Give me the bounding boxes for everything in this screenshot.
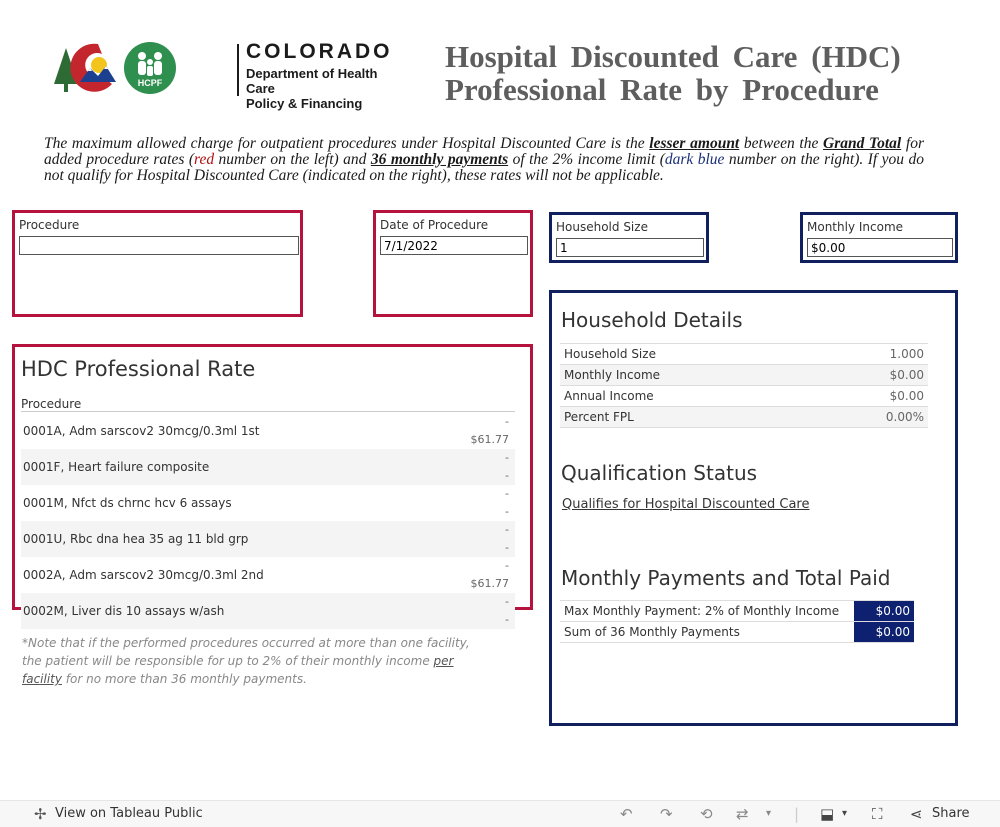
intro-blue-word: dark blue <box>664 151 725 168</box>
procedure-search-input[interactable] <box>19 236 299 255</box>
fullscreen-icon[interactable]: ⛶ <box>872 805 883 823</box>
facility-footnote <box>22 634 492 688</box>
footnote-part1: *Note that if the performed procedures occurred at more than one facility, the patient will be responsible for up to 2% of their monthly income <box>22 636 470 668</box>
intro-part: for added procedure rates ( <box>44 135 924 168</box>
table-row[interactable] <box>21 557 515 593</box>
detail-row <box>560 364 928 385</box>
payment-value: $0.00 <box>854 601 914 621</box>
view-on-tableau-link[interactable]: View on Tableau Public <box>55 806 203 821</box>
procedure-value-1: - <box>505 451 509 464</box>
detail-value: 0.00% <box>885 410 924 424</box>
detail-label: Monthly Income <box>564 368 661 382</box>
colorado-c-mountain-icon <box>54 40 120 96</box>
intro-part: The maximum allowed charge for outpatient procedures under Hospital Discounted Care is the <box>44 135 650 152</box>
toolbar-separator: | <box>794 805 800 823</box>
dept-line1: Department of Health Care <box>246 66 378 96</box>
intro-part: number on the left) and <box>214 151 371 168</box>
detail-value: $0.00 <box>889 389 924 403</box>
footnote-part2: for no more than 36 monthly payments. <box>61 672 307 686</box>
table-row[interactable] <box>21 413 515 449</box>
procedure-value-2: - <box>505 469 509 482</box>
procedure-value-1: - <box>505 595 509 608</box>
payments-title: Monthly Payments and Total Paid <box>561 566 891 590</box>
date-filter-card <box>373 210 533 317</box>
procedure-name: 0001A, Adm sarscov2 30mcg/0.3ml 1st <box>23 424 260 438</box>
download-icon[interactable]: ⬓ <box>820 805 835 823</box>
procedure-value-1: - <box>505 487 509 500</box>
download-dropdown-icon[interactable]: ▾ <box>842 808 848 819</box>
detail-row <box>560 343 928 364</box>
page-title <box>445 40 925 106</box>
logo-department <box>246 66 384 111</box>
table-row[interactable] <box>21 521 515 557</box>
procedure-value-2: - <box>505 541 509 554</box>
household-details-title: Household Details <box>561 308 743 332</box>
table-row[interactable] <box>21 449 515 485</box>
intro-part: of the 2% income limit ( <box>508 151 665 168</box>
payment-value: $0.00 <box>854 622 914 642</box>
payment-row <box>560 621 914 643</box>
procedure-name: 0001M, Nfct ds chrnc hcv 6 assays <box>23 496 232 510</box>
payments-table <box>560 600 914 643</box>
logo-divider <box>237 44 239 96</box>
procedure-name: 0002M, Liver dis 10 assays w/ash <box>23 604 225 618</box>
hdc-header-rule <box>21 411 515 412</box>
monthly-income-card <box>800 212 958 263</box>
tableau-toolbar <box>0 800 1000 827</box>
detail-label: Household Size <box>564 347 656 361</box>
detail-value: 1.000 <box>889 347 924 361</box>
intro-red-word: red <box>193 151 215 168</box>
detail-label: Annual Income <box>564 389 654 403</box>
procedure-value-1: - <box>505 523 509 536</box>
hcpf-badge-icon <box>124 42 176 94</box>
undo-icon[interactable]: ↶ <box>620 805 633 823</box>
procedure-value-2: $61.77 <box>470 433 509 446</box>
date-input[interactable] <box>380 236 528 255</box>
procedure-value-2: - <box>505 505 509 518</box>
hcpf-badge-text: HCPF <box>137 78 163 88</box>
procedure-name: 0001U, Rbc dna hea 35 ag 11 bld grp <box>23 532 249 546</box>
dept-line2: Policy & Financing <box>246 96 363 111</box>
hdc-rows[interactable] <box>21 413 515 626</box>
share-button[interactable]: Share <box>932 806 970 821</box>
hdc-title: HDC Professional Rate <box>21 357 256 381</box>
qualification-title: Qualification Status <box>561 461 758 485</box>
household-size-label: Household Size <box>556 220 648 234</box>
procedure-name: 0001F, Heart failure composite <box>23 460 210 474</box>
title-line1: Hospital Discounted Care (HDC) <box>445 39 901 74</box>
intro-part: between the <box>739 135 824 152</box>
procedure-name: 0002A, Adm sarscov2 30mcg/0.3ml 2nd <box>23 568 264 582</box>
household-size-card <box>549 212 709 263</box>
procedure-value-2: - <box>505 613 509 626</box>
intro-bold-lesser: lesser amount <box>649 135 740 152</box>
payment-label: Sum of 36 Monthly Payments <box>564 625 740 639</box>
detail-row <box>560 385 928 406</box>
intro-bold-36-payments: 36 monthly payments <box>370 151 509 168</box>
intro-text <box>44 136 924 184</box>
table-row[interactable] <box>21 593 515 629</box>
procedure-value-1: - <box>505 559 509 572</box>
refresh-icon[interactable]: ⇄ <box>736 805 749 823</box>
household-summary-panel <box>549 290 958 726</box>
share-icon[interactable]: ⋖ <box>910 805 923 823</box>
tableau-logo-icon: ✢ <box>34 805 47 823</box>
intro-bold-grand-total: Grand Total <box>823 135 902 152</box>
payment-label: Max Monthly Payment: 2% of Monthly Income <box>564 604 840 618</box>
procedure-label: Procedure <box>19 218 80 232</box>
procedure-filter-card <box>12 210 303 317</box>
monthly-income-input[interactable] <box>807 238 953 257</box>
detail-value: $0.00 <box>889 368 924 382</box>
per-facility-text: per facility <box>22 654 454 686</box>
redo-icon[interactable]: ↷ <box>660 805 673 823</box>
date-label: Date of Procedure <box>380 218 489 232</box>
table-row[interactable] <box>21 485 515 521</box>
household-size-input[interactable] <box>556 238 704 257</box>
detail-label: Percent FPL <box>564 410 634 424</box>
logo-colorado: COLORADO <box>246 40 393 63</box>
qualification-status: Qualifies for Hospital Discounted Care <box>562 497 810 512</box>
hcpf-logo <box>54 40 393 111</box>
monthly-income-label: Monthly Income <box>807 220 904 234</box>
hdc-rate-card <box>12 344 533 626</box>
refresh-dropdown-icon[interactable]: ▾ <box>766 808 772 819</box>
payment-row <box>560 600 914 621</box>
household-details-table <box>560 343 928 428</box>
intro-part: number on the right). If you do not qualify for Hospital Discounted Care (indicated on the right), these rates will not be applicable. <box>44 151 924 184</box>
procedure-value-2: $61.77 <box>470 577 509 590</box>
hdc-column-header: Procedure <box>21 397 82 411</box>
detail-row <box>560 406 928 428</box>
title-line2: Professional Rate by Procedure <box>445 72 879 107</box>
revert-icon[interactable]: ⟲ <box>700 805 713 823</box>
procedure-value-1: - <box>505 415 509 428</box>
